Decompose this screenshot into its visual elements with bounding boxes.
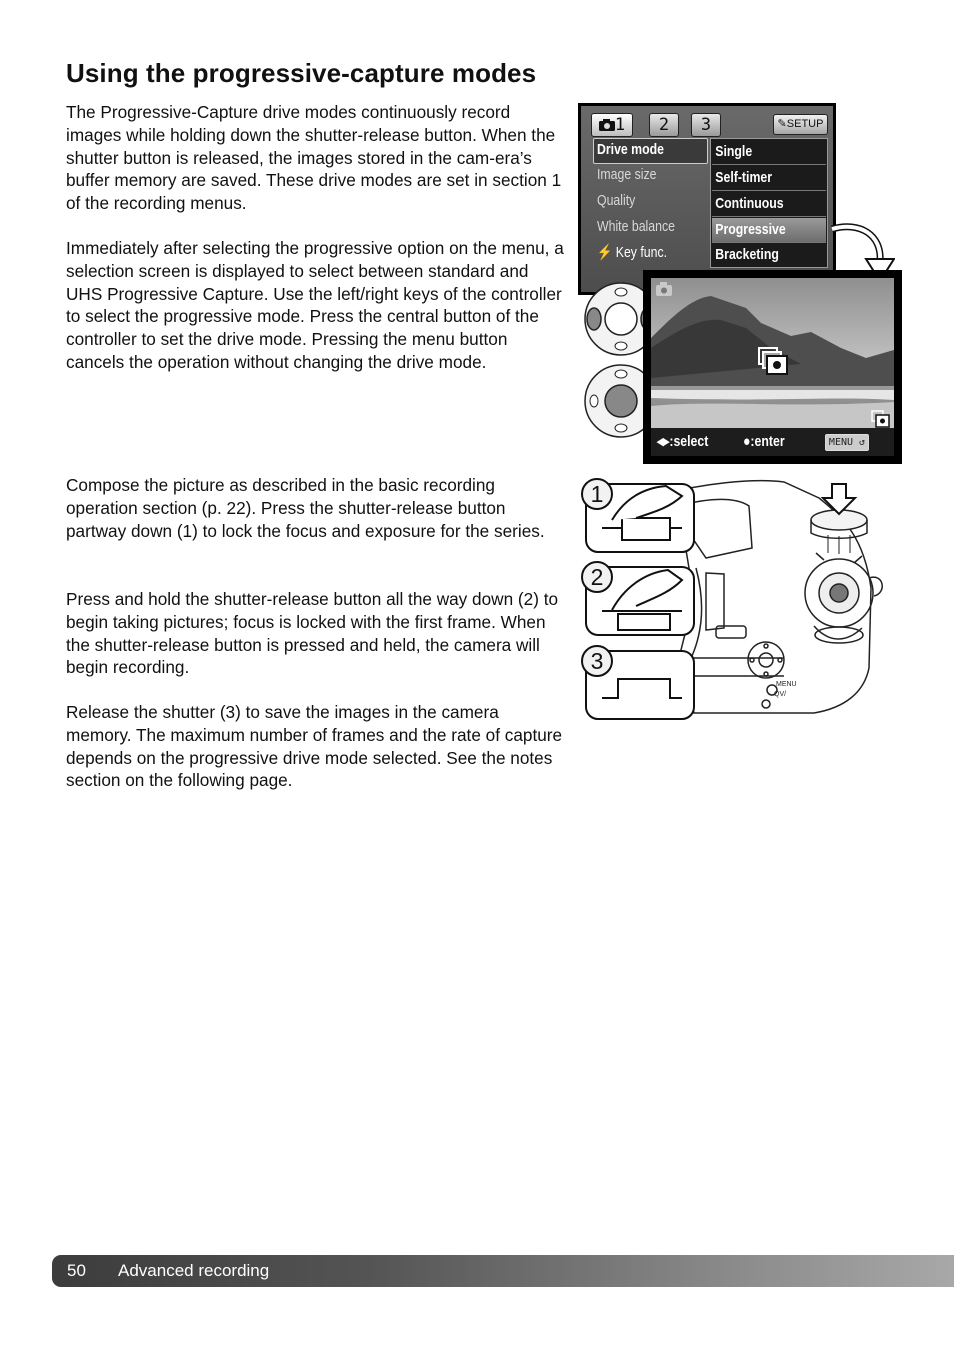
camera-shutter-illustration (584, 478, 894, 726)
step-number-3: 3 (581, 645, 613, 677)
menu-tab-2: 2 (649, 113, 679, 137)
release-paragraph: Release the shutter (3) to save the images in the camera memory. The maximum number of frames and the rate of capture depends on the progressive drive mode selected. See the notes section on the following page. (66, 702, 563, 791)
menu-cancel-guide: MENU ↺ (825, 434, 869, 451)
wrench-icon: ✎ (777, 118, 787, 130)
menu-tab-1: 1 (591, 113, 633, 137)
selection-paragraph: Immediately after selecting the progressive option on the menu, a selection screen is displayed to select between standard and UHS Progressive Capture. Use the left/right keys of the controller to select the progressive mode. Press the central button of the controller to set the drive mode. Pressing the menu button cancels the operation without changing the drive mode. (66, 238, 564, 372)
left-right-arrow-icon: ◂▸ (657, 433, 670, 450)
camera-mode-icon (655, 281, 673, 297)
option-single: Single (712, 140, 826, 165)
progressive-selection-screen (643, 270, 902, 464)
option-continuous: Continuous (712, 192, 826, 217)
camera-icon (599, 119, 615, 131)
center-button-icon: ● (743, 433, 751, 450)
option-self-timer: Self-timer (712, 166, 826, 191)
section-name: Advanced recording (118, 1261, 270, 1280)
progressive-mode-small-icon (871, 410, 891, 430)
progressive-capture-icon (757, 346, 791, 380)
drive-mode-options (710, 138, 828, 268)
page-number: 50 (67, 1261, 86, 1280)
option-progressive: Progressive (712, 218, 826, 243)
live-screen-guide-bar (651, 428, 894, 456)
menu-item-drive-mode: Drive mode (597, 141, 664, 158)
select-guide: ◂▸:select (657, 433, 709, 450)
menu-item-white-balance: White balance (597, 218, 675, 235)
menu-tab-3: 3 (691, 113, 721, 137)
menu-item-key-func: ⚡ Key func. (597, 244, 668, 261)
step-number-2: 2 (581, 561, 613, 593)
step-number-1: 1 (581, 478, 613, 510)
compose-paragraph: Compose the picture as described in the basic recording operation section (p. 22). Press the shutter-release button partway down (1) to lock the focus and exposure for the series. (66, 475, 545, 541)
recording-menu-screen (578, 103, 836, 295)
press-hold-paragraph: Press and hold the shutter-release button all the way down (2) to begin taking pictures; focus is locked with the first frame. When the shutter-release button is pressed and held, the camera will begin recording. (66, 589, 559, 678)
flash-icon: ⚡ (597, 244, 613, 261)
menu-item-image-size: Image size (597, 166, 657, 183)
menu-item-quality: Quality (597, 192, 636, 209)
page-footer (52, 1255, 954, 1287)
camera-menu-label: MENU (776, 681, 797, 688)
setup-tab: ✎SETUP (773, 114, 828, 135)
option-bracketing: Bracketing (715, 246, 779, 263)
enter-guide: ●:enter (743, 433, 785, 450)
intro-paragraph: The Progressive-Capture drive modes continuously record images while holding down the shutter-release button. When the shutter button is released, the images stored in the cam-era’s buffer memory are saved. These drive modes are set in section 1 of the recording menus. (66, 102, 562, 214)
camera-qv-label: QV/ (774, 691, 787, 698)
return-arrow-icon: ↺ (859, 437, 866, 448)
page-title: Using the progressive-capture modes (66, 58, 537, 88)
